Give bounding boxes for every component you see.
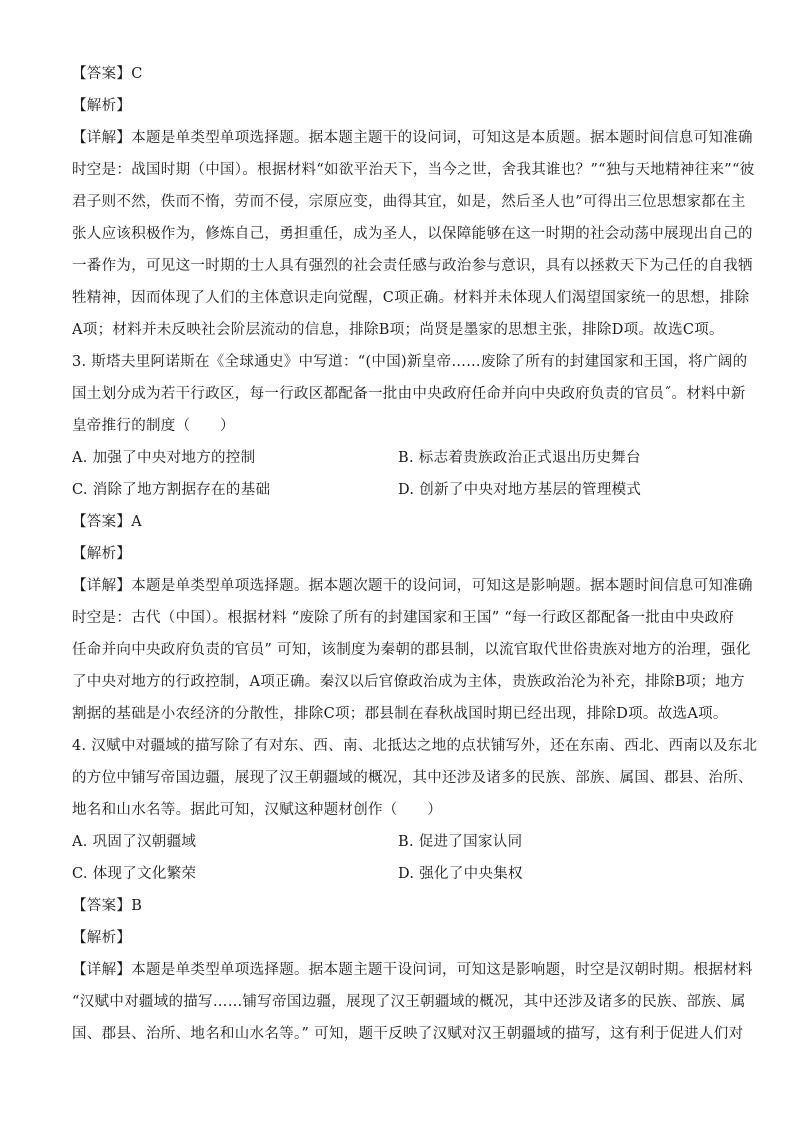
detail-line: 了中央对地方的行政控制，A项正确。秦汉以后官僚政治成为主体，贵族政治沦为补充，排除B项；地方: [72, 674, 745, 690]
detail-line: 一番作为，可见这一时期的士人具有强烈的社会责任感与政治参与意识，具有以拯救天下为己任的自我牺: [72, 258, 753, 274]
option-c: C. 体现了文化繁荣: [72, 866, 197, 882]
option-c: C. 消除了地方割据存在的基础: [72, 482, 271, 498]
detail-line: 任命并向中央政府负责的官员” 可知，该制度为秦朝的郡县制，以流官取代世俗贵族对地方的治理，强化: [72, 642, 751, 658]
option-b: B. 促进了国家认同: [398, 834, 523, 850]
question-stem-line: 地名和山水名等。据此可知，汉赋这种题材创作（ ）: [72, 802, 442, 818]
question-3: [72, 346, 753, 730]
detail-line: 张人应该积极作为，修炼自己，勇担重任，成为圣人，以保障能够在这一时期的社会动荡中展现出自己的: [72, 226, 753, 242]
detail-line: 君子则不然，佚而不惰，劳而不侵，宗原应变，曲得其宜，如是，然后圣人也”可得出三位思想家都在主: [72, 194, 746, 210]
options-row: [72, 474, 724, 506]
option-d: D. 创新了中央对地方基层的管理模式: [398, 482, 642, 498]
option-b: B. 标志着贵族政治正式退出历史舞台: [398, 450, 641, 466]
detail-line: 割据的基础是小农经济的分散性，排除C项；郡县制在春秋战国时期已经出现，排除D项。故选A项。: [72, 706, 728, 722]
detail-line: “汉赋中对疆域的描写……铺写帝国边疆，展现了汉王朝疆域的概况，其中还涉及诸多的民族、部族、属: [72, 994, 746, 1010]
detail-line: A项；材料并未反映社会阶层流动的信息，排除B项；尚贤是墨家的思想主张，排除D项。故选C项。: [72, 322, 724, 338]
option-a: A. 巩固了汉朝疆域: [72, 834, 197, 850]
answer-line: 【答案】A: [72, 514, 142, 530]
detail-line: 牲精神，因而体现了人们的主体意识走向觉醒，C项正确。材料并未体现人们渴望国家统一的思想，排除: [72, 290, 750, 306]
detail-line: 时空是：战国时期（中国）。根据材料“如欲平治天下，当今之世，舍我其谁也？”“独与天地精神往来”“彼: [72, 162, 755, 178]
option-d: D. 强化了中央集权: [398, 866, 523, 882]
analysis-label: 【解析】: [72, 546, 132, 562]
question-stem-line: 国土划分成为若干行政区，每一行政区都配备一批由中央政府任命并向中央政府负责的官员˝。材料中新: [72, 386, 746, 402]
detail-line: 【详解】本题是单类型单项选择题。据本题次题干的设问词，可知这是影响题。据本题时间信息可知准确: [72, 578, 753, 594]
document-page: [72, 58, 758, 1050]
detail-line: 时空是：古代（中国）。根据材料 “废除了所有的封建国家和王国” “每一行政区都配备一批由中央政府: [72, 610, 735, 626]
question-stem-line: 3. 斯塔夫里阿诺斯在《全球通史》中写道：“(中国)新皇帝……废除了所有的封建国家和王国，将广阔的: [72, 354, 748, 370]
options-row: [72, 442, 724, 474]
question-stem-line: 的方位中铺写帝国边疆，展现了汉王朝疆域的概况，其中还涉及诸多的民族、部族、属国、郡县、治所、: [72, 770, 753, 786]
detail-line: 【详解】本题是单类型单项选择题。据本题主题干设问词，可知这是影响题，时空是汉朝时期。根据材料: [72, 962, 753, 978]
answer-line: 【答案】B: [72, 898, 143, 914]
question-4: [72, 730, 758, 1050]
analysis-label: 【解析】: [72, 98, 132, 114]
detail-line: 【详解】本题是单类型单项选择题。据本题主题干的设问词，可知这是本质题。据本题时间信息可知准确: [72, 130, 753, 146]
question-stem-line: 4. 汉赋中对疆域的描写除了有对东、西、南、北抵达之地的点状铺写外，还在东南、西北、西南以及东北: [72, 738, 758, 754]
detail-line: 国、郡县、治所、地名和山水名等。” 可知，题干反映了汉赋对汉王朝疆域的描写，这有利于促进人们对: [72, 1026, 744, 1042]
analysis-label: 【解析】: [72, 930, 132, 946]
options-row: [72, 826, 724, 858]
options-row: [72, 858, 724, 890]
question-stem-line: 皇帝推行的制度（ ）: [72, 418, 235, 434]
option-a: A. 加强了中央对地方的控制: [72, 450, 256, 466]
question-2-solution: [72, 58, 755, 346]
answer-line: 【答案】C: [72, 66, 143, 82]
